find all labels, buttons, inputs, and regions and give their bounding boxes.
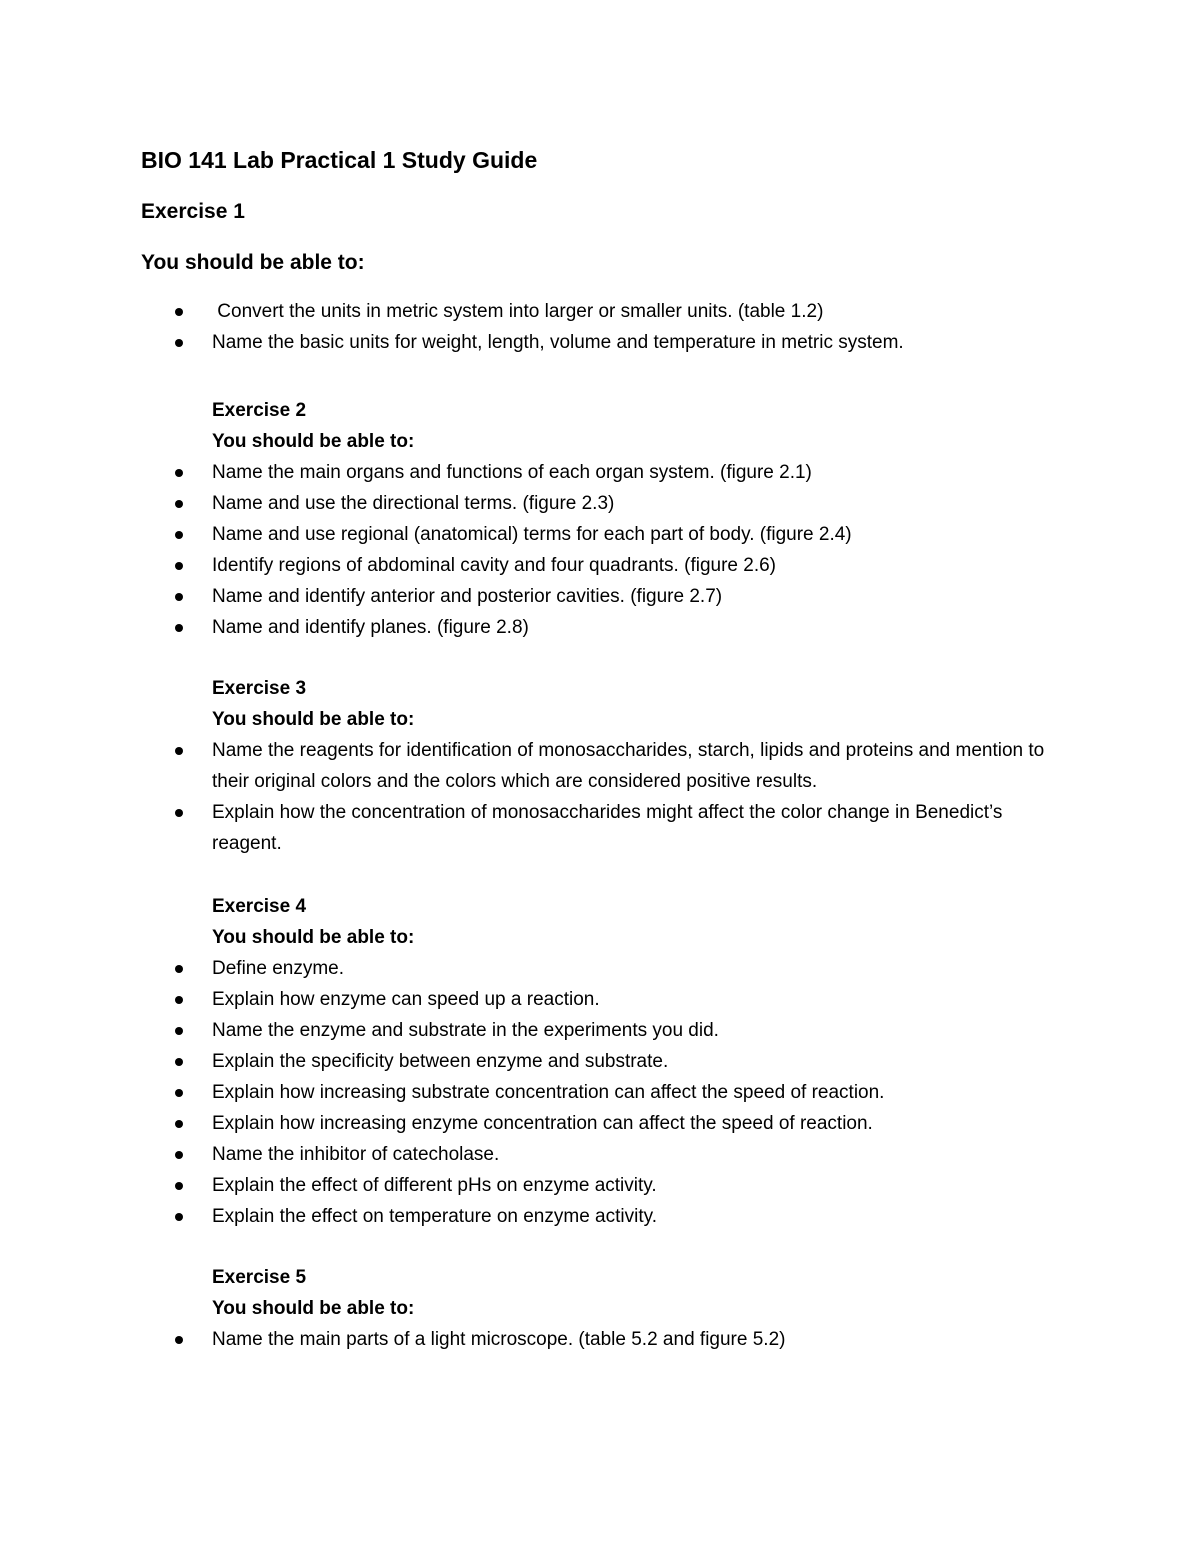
list-item	[0, 550, 1200, 581]
list-item	[0, 296, 1200, 327]
bullet-icon	[175, 965, 183, 973]
bullet-icon	[175, 624, 183, 632]
bullet-icon	[175, 747, 183, 755]
exercise-4-subheading: You should be able to:	[212, 927, 415, 948]
list-item	[0, 984, 1200, 1015]
list-item-text: Convert the units in metric system into larger or smaller units. (table 1.2)	[212, 301, 824, 322]
list-item-text: Explain the effect of different pHs on enzyme activity.	[212, 1175, 657, 1196]
bullet-icon	[175, 339, 183, 347]
list-item-text: Define enzyme.	[212, 958, 345, 979]
exercise-4-list	[0, 953, 1200, 1232]
list-item	[0, 457, 1200, 488]
list-item-text: Name the basic units for weight, length, volume and temperature in metric system.	[212, 332, 904, 353]
list-item-text: Name the inhibitor of catecholase.	[212, 1144, 500, 1165]
exercise-1-subheading: You should be able to:	[141, 251, 365, 274]
bullet-icon	[175, 469, 183, 477]
list-item	[0, 519, 1200, 550]
list-item-text: Explain how enzyme can speed up a reaction.	[212, 989, 600, 1010]
exercise-2-heading: Exercise 2	[212, 400, 307, 421]
document-title: BIO 141 Lab Practical 1 Study Guide	[141, 147, 538, 173]
bullet-icon	[175, 500, 183, 508]
list-item	[0, 1046, 1200, 1077]
bullet-icon	[175, 1089, 183, 1097]
list-item-text: Explain how the concentration of monosaccharides might affect the color change in Benedict’s reagent.	[212, 802, 1003, 854]
exercise-4-heading: Exercise 4	[212, 896, 307, 917]
bullet-icon	[175, 562, 183, 570]
exercise-1-list	[0, 296, 1200, 358]
list-item	[0, 488, 1200, 519]
list-item	[0, 1201, 1200, 1232]
list-item	[0, 1170, 1200, 1201]
list-item	[0, 612, 1200, 643]
list-item	[0, 797, 1200, 859]
list-item-text: Name the enzyme and substrate in the experiments you did.	[212, 1020, 719, 1041]
bullet-icon	[175, 593, 183, 601]
bullet-icon	[175, 1120, 183, 1128]
exercise-5-list	[0, 1324, 1200, 1355]
exercise-2-subheading: You should be able to:	[212, 431, 415, 452]
bullet-icon	[175, 1151, 183, 1159]
list-item	[0, 1077, 1200, 1108]
bullet-icon	[175, 1182, 183, 1190]
list-item-text: Name the main organs and functions of each organ system. (figure 2.1)	[212, 462, 812, 483]
list-item-text: Name and use the directional terms. (figure 2.3)	[212, 493, 615, 514]
list-item	[0, 1139, 1200, 1170]
list-item-text: Name and identify anterior and posterior cavities. (figure 2.7)	[212, 586, 723, 607]
exercise-5-subheading: You should be able to:	[212, 1298, 415, 1319]
list-item-text: Identify regions of abdominal cavity and four quadrants. (figure 2.6)	[212, 555, 776, 576]
bullet-icon	[175, 1336, 183, 1344]
list-item-text: Name and use regional (anatomical) terms for each part of body. (figure 2.4)	[212, 524, 852, 545]
list-item	[0, 1015, 1200, 1046]
list-item	[0, 581, 1200, 612]
bullet-icon	[175, 531, 183, 539]
exercise-2-list	[0, 457, 1200, 643]
exercise-3-list	[0, 735, 1200, 859]
bullet-icon	[175, 1058, 183, 1066]
bullet-icon	[175, 996, 183, 1004]
bullet-icon	[175, 809, 183, 817]
list-item	[0, 327, 1200, 358]
list-item	[0, 1108, 1200, 1139]
list-item	[0, 1324, 1200, 1355]
list-item-text: Explain how increasing enzyme concentration can affect the speed of reaction.	[212, 1113, 873, 1134]
exercise-1-heading: Exercise 1	[141, 200, 245, 223]
list-item-text: Explain the effect on temperature on enzyme activity.	[212, 1206, 657, 1227]
list-item-text: Name the main parts of a light microscope. (table 5.2 and figure 5.2)	[212, 1329, 786, 1350]
exercise-5-heading: Exercise 5	[212, 1267, 307, 1288]
list-item	[0, 953, 1200, 984]
exercise-3-subheading: You should be able to:	[212, 709, 415, 730]
bullet-icon	[175, 1027, 183, 1035]
bullet-icon	[175, 308, 183, 316]
list-item-text: Explain the specificity between enzyme and substrate.	[212, 1051, 669, 1072]
list-item-text: Name the reagents for identification of monosaccharides, starch, lipids and proteins and mention to their original colors and the colors which are considered positive results.	[212, 740, 1045, 792]
list-item-text: Name and identify planes. (figure 2.8)	[212, 617, 529, 638]
bullet-icon	[175, 1213, 183, 1221]
exercise-3-heading: Exercise 3	[212, 678, 307, 699]
list-item-text: Explain how increasing substrate concentration can affect the speed of reaction.	[212, 1082, 885, 1103]
list-item	[0, 735, 1200, 797]
